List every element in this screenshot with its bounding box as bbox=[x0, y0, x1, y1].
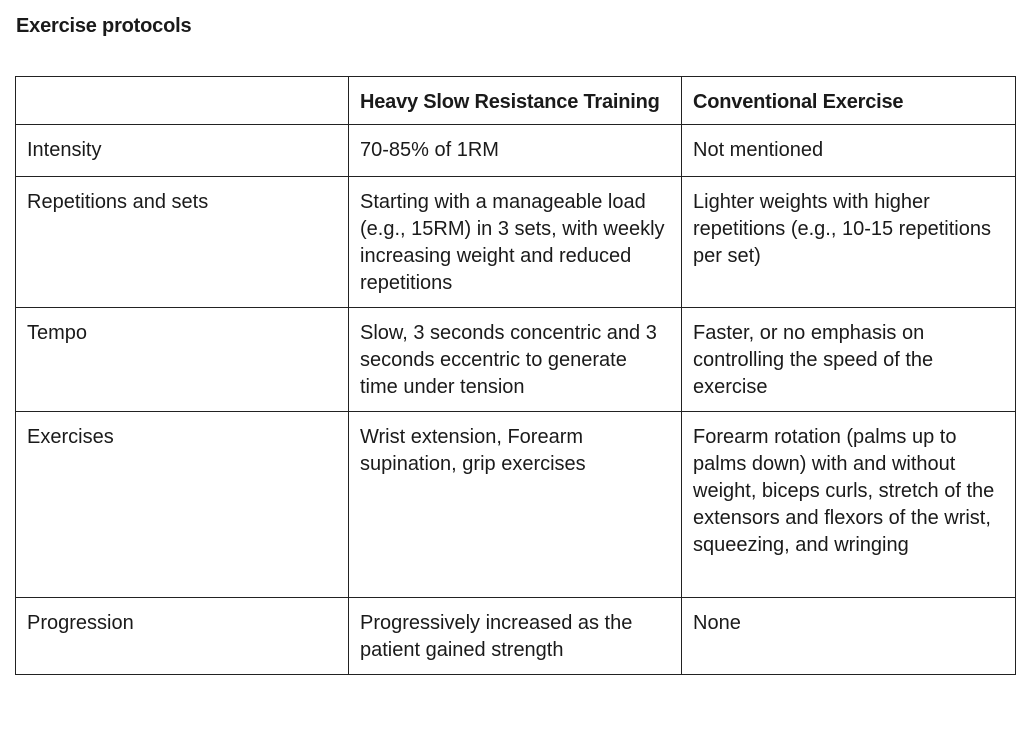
table-row bbox=[16, 598, 1016, 675]
row-label-repetitions-and-sets: Repetitions and sets bbox=[16, 177, 349, 308]
header-cell-empty bbox=[16, 77, 349, 125]
cell-hsr-tempo: Slow, 3 seconds concentric and 3 seconds eccentric to generate time under tension bbox=[349, 308, 682, 412]
page-title: Exercise protocols bbox=[16, 15, 192, 37]
table-row bbox=[16, 177, 1016, 308]
table-header-row bbox=[16, 77, 1016, 125]
table-row bbox=[16, 412, 1016, 598]
row-label-exercises: Exercises bbox=[16, 412, 349, 598]
exercise-protocols-table bbox=[15, 76, 1016, 675]
row-label-progression: Progression bbox=[16, 598, 349, 675]
cell-hsr-progression: Progressively increased as the patient gained strength bbox=[349, 598, 682, 675]
cell-conventional-tempo: Faster, or no emphasis on controlling the speed of the exercise bbox=[682, 308, 1016, 412]
cell-hsr-repetitions-and-sets: Starting with a manageable load (e.g., 15RM) in 3 sets, with weekly increasing weight and reduced repetitions bbox=[349, 177, 682, 308]
row-label-tempo: Tempo bbox=[16, 308, 349, 412]
cell-hsr-intensity: 70-85% of 1RM bbox=[349, 125, 682, 177]
cell-conventional-progression: None bbox=[682, 598, 1016, 675]
table-row bbox=[16, 308, 1016, 412]
cell-conventional-exercises: Forearm rotation (palms up to palms down) with and without weight, biceps curls, stretch of the extensors and flexors of the wrist, squeezing, and wringing bbox=[682, 412, 1016, 598]
cell-conventional-intensity: Not mentioned bbox=[682, 125, 1016, 177]
header-cell-conventional-exercise: Conventional Exercise bbox=[682, 77, 1016, 125]
cell-conventional-repetitions-and-sets: Lighter weights with higher repetitions (e.g., 10-15 repetitions per set) bbox=[682, 177, 1016, 308]
row-label-intensity: Intensity bbox=[16, 125, 349, 177]
header-cell-heavy-slow-resistance: Heavy Slow Resistance Training bbox=[349, 77, 682, 125]
cell-hsr-exercises: Wrist extension, Forearm supination, grip exercises bbox=[349, 412, 682, 598]
table-row bbox=[16, 125, 1016, 177]
